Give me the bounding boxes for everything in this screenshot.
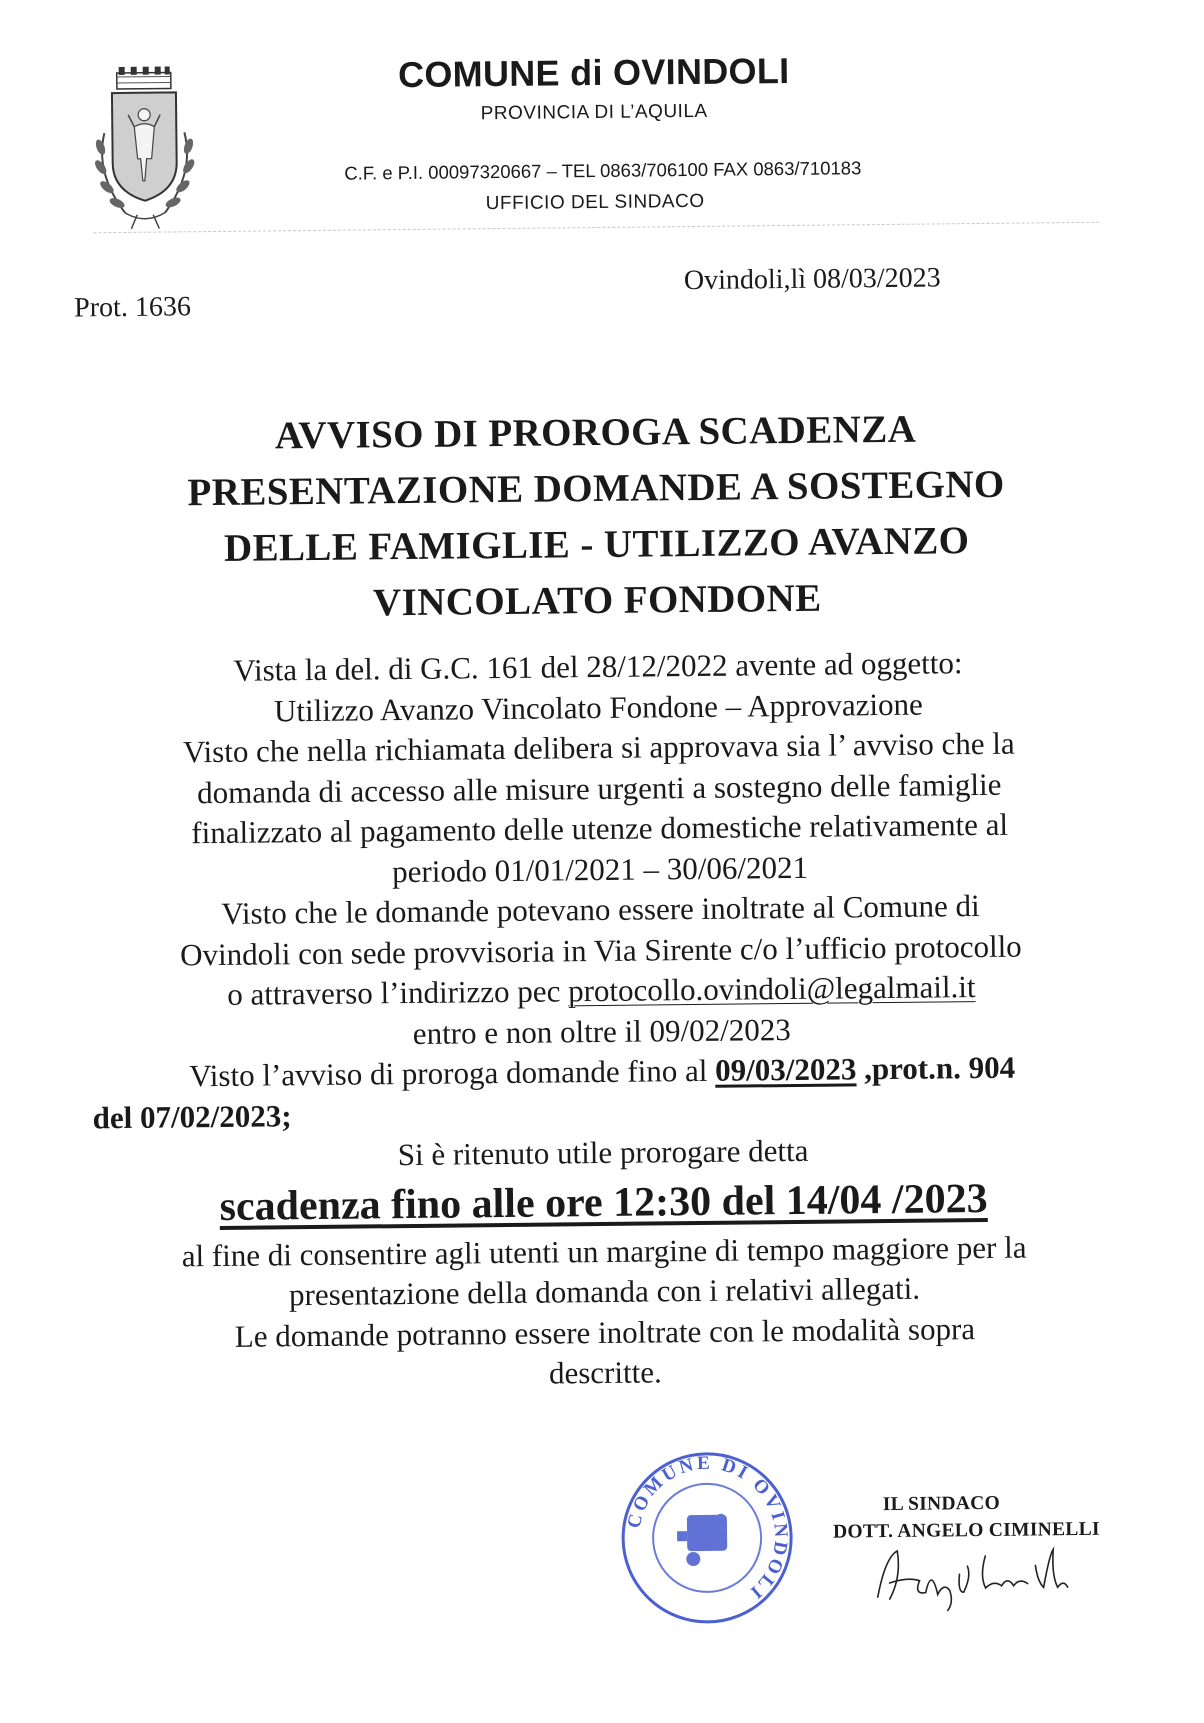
title-line: AVVISO DI PROROGA SCADENZA [274,407,917,458]
body-line: Utilizzo Avanzo Vincolato Fondone – Approvazione [273,686,923,728]
body-line: al fine di consentire agli utenti un margine di tempo maggiore per la [181,1229,1027,1273]
body-line: del 07/02/2023; [92,1097,292,1135]
stamp-text: COMUNE DI OVINDOLI [623,1452,792,1605]
handwritten-signature [867,1535,1098,1617]
body-line: Vista la del. di G.C. 161 del 28/12/2022 avente ad oggetto: [233,645,963,688]
title-line: VINCOLATO FONDONE [372,576,822,625]
office-name: UFFICIO DEL SINDACO [485,190,705,215]
body-line: finalizzato al pagamento delle utenze domestiche relativamente al [191,806,1009,851]
body-line: Visto che le domande potevano essere inoltrate al Comune di [221,888,980,931]
contact-details: C.F. e P.I. 00097320667 – TEL 0863/706100 FAX 0863/710183 [344,157,862,184]
municipal-crest-logo [84,62,206,235]
place-and-date: Ovindoli,lì 08/03/2023 [683,262,941,297]
new-deadline: scadenza fino alle ore 12:30 del 14/04 /2023 [219,1175,988,1230]
body-line: descritte. [548,1354,662,1391]
notice-title [95,400,1097,634]
body-line: Visto che nella richiamata delibera si approvava sia l’ avviso che la [182,725,1015,770]
body-text: o attraverso l’indirizzo pec [227,973,569,1012]
body-line: presentazione della domanda con i relativi allegati. [288,1270,921,1313]
signatory-role: IL SINDACO [882,1492,1001,1516]
protocol-number: Prot. 1636 [74,291,192,324]
official-stamp [616,1446,798,1630]
pec-email-link[interactable]: protocollo.ovindoli@legalmail.it [567,969,976,1009]
body-line: periodo 01/01/2021 – 30/06/2021 [391,849,809,889]
header-divider [93,222,1099,234]
body-line: entro e non oltre il 09/02/2023 [412,1011,791,1051]
previous-protocol: ,prot.n. 904 [856,1049,1016,1087]
previous-deadline-date: 09/03/2023 [714,1051,857,1088]
body-line: Ovindoli con sede provvisoria in Via Sirente c/o l’ufficio protocollo [179,928,1022,972]
body-line: Le domande potranno essere inoltrate con le modalità sopra [234,1310,976,1354]
body-line: domanda di accesso alle misure urgenti a sostegno delle famiglie [196,766,1002,810]
municipality-name: COMUNE di OVINDOLI [397,49,790,96]
title-line: DELLE FAMIGLIE - UTILIZZO AVANZO [223,519,970,570]
body-line: Si è ritenuto utile prorogare detta [397,1132,809,1173]
notice-body [58,641,1146,1399]
province-name: PROVINCIA DI L’AQUILA [480,100,708,125]
title-line: PRESENTAZIONE DOMANDE A SOSTEGNO [187,462,1005,515]
signatory-name: DOTT. ANGELO CIMINELLI [832,1518,1100,1543]
body-text: Visto l’avviso di proroga domande fino al [189,1052,716,1094]
